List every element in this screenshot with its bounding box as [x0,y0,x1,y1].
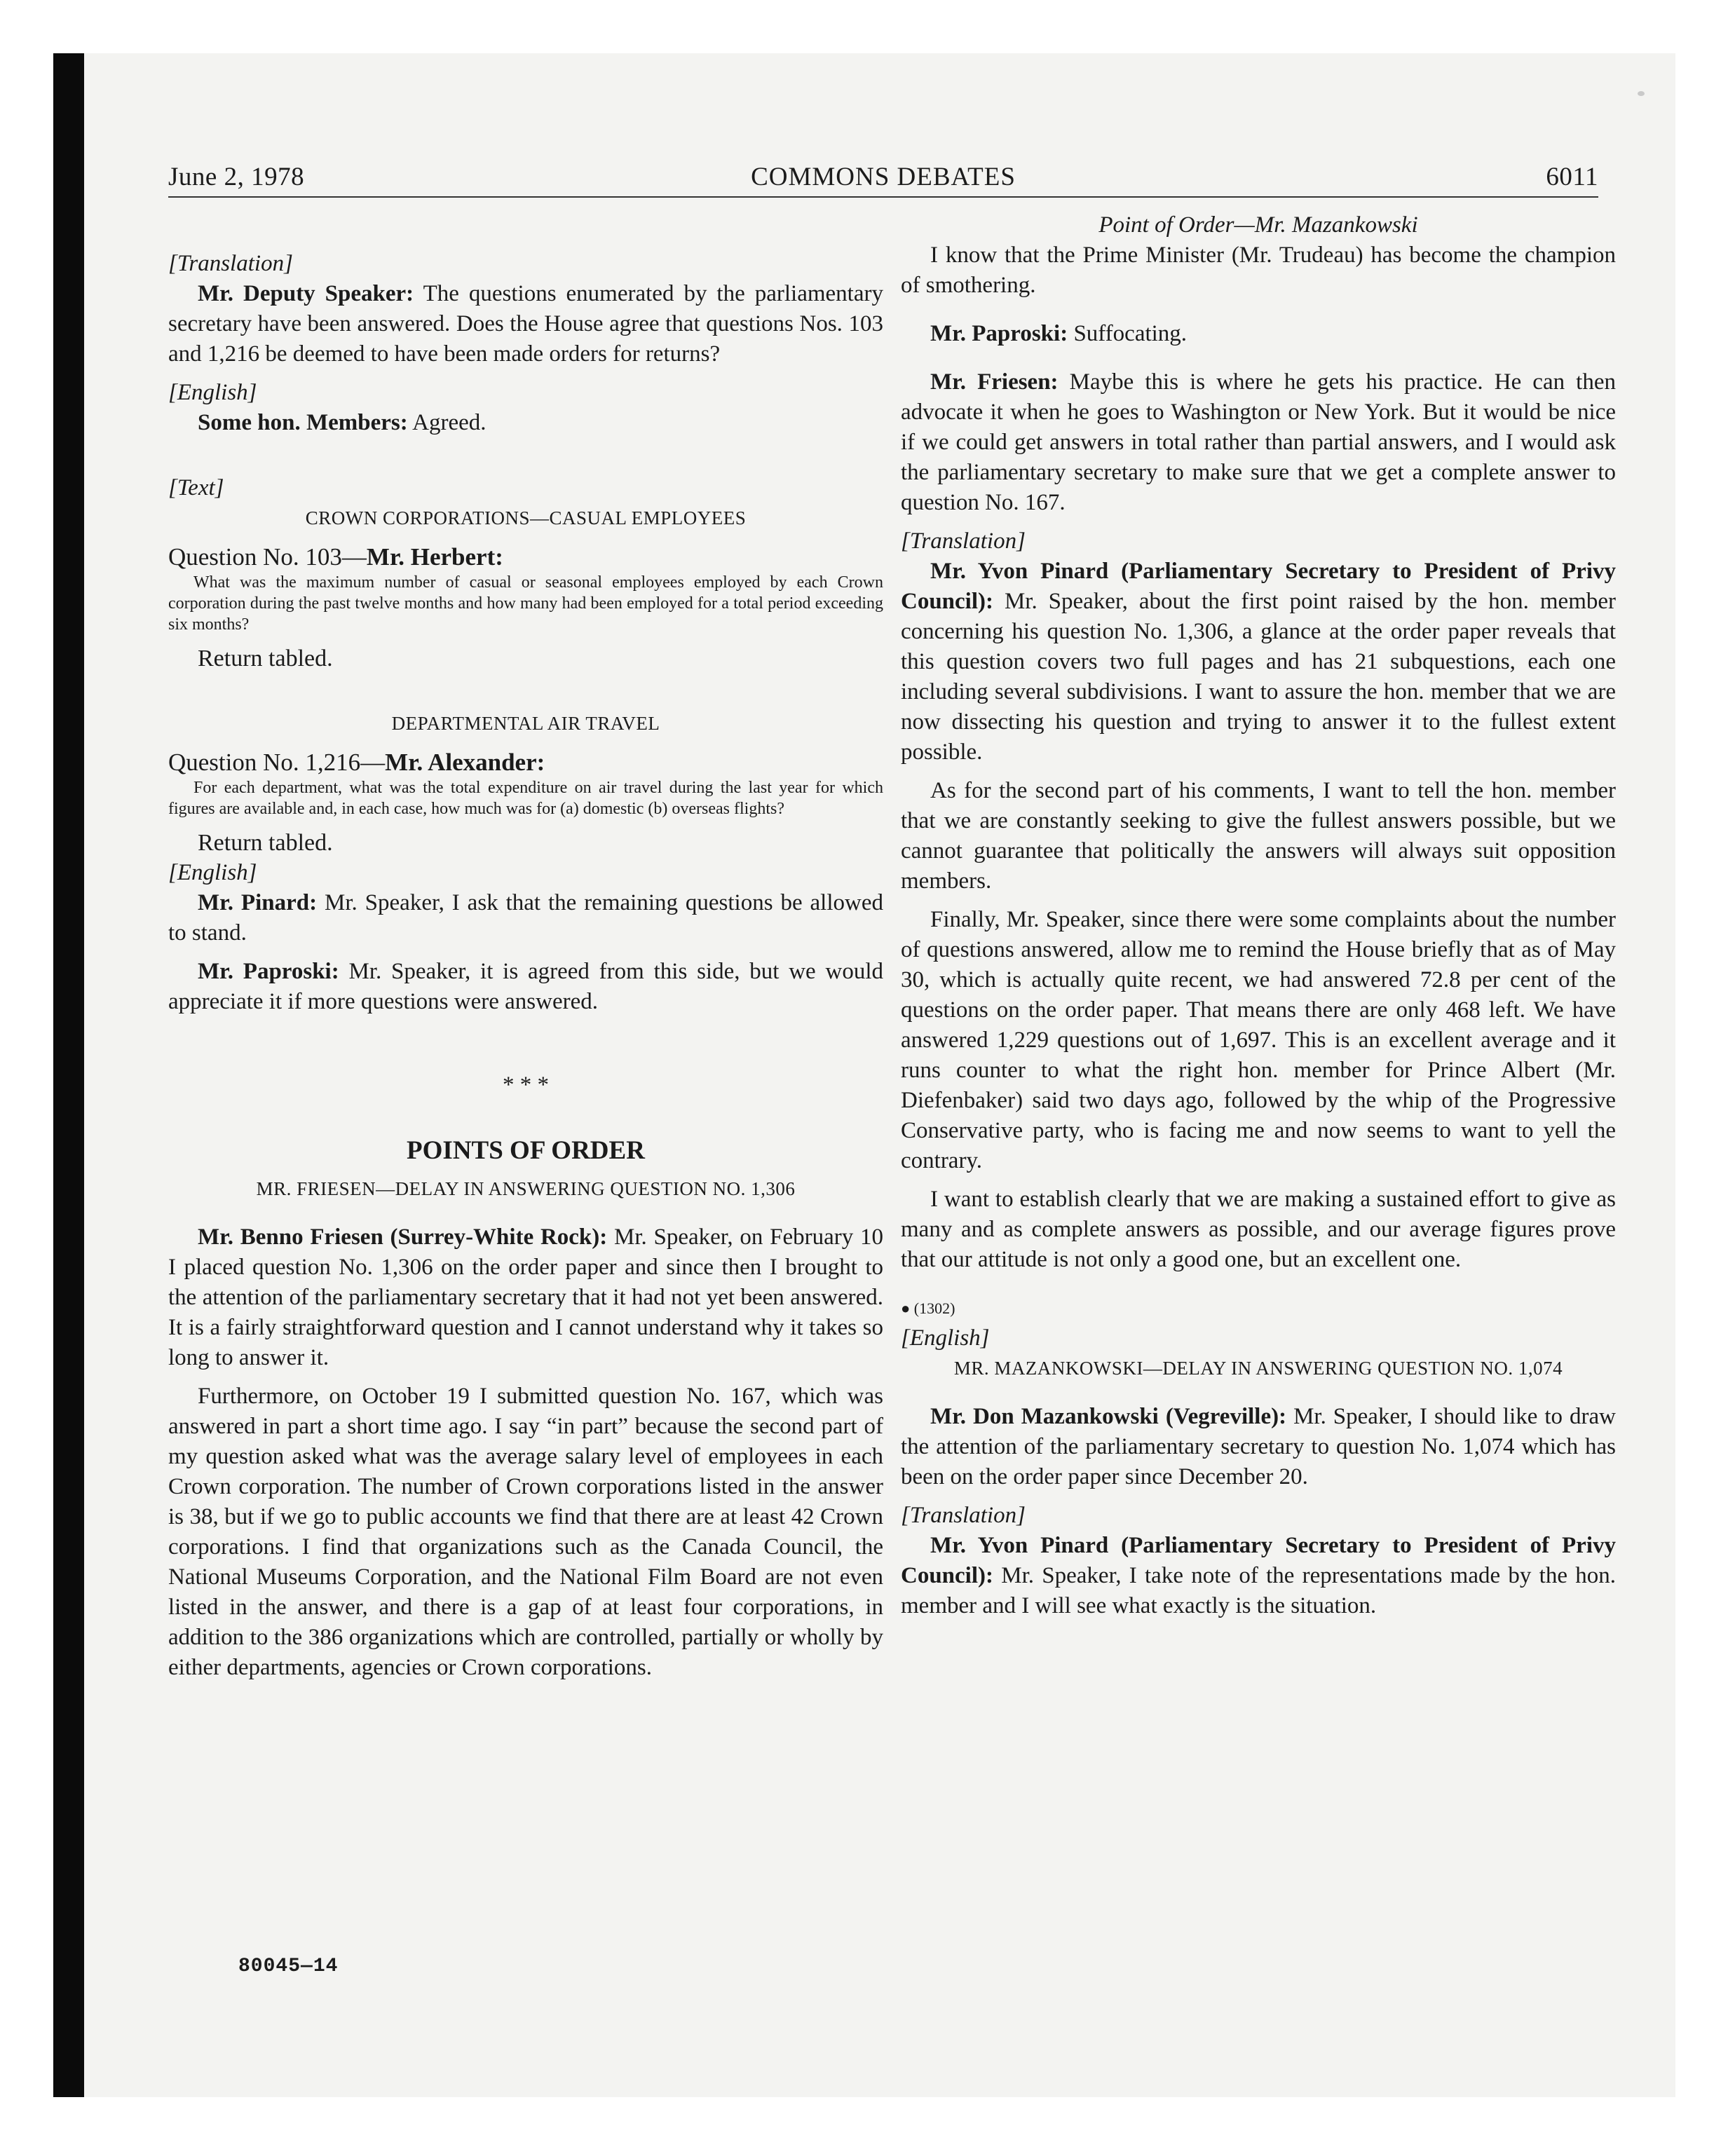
question-title: Question No. 1,216—Mr. Alexander: [168,749,545,776]
subheading: MR. FRIESEN—DELAY IN ANSWERING QUESTION NO. 1,306 [256,1178,796,1199]
scan-speck [1638,91,1645,96]
translation-tag: [Translation] [901,528,1026,554]
english-tag: [English] [901,1325,990,1351]
speaker-name: Mr. Yvon Pinard (Parliamentary Secretary to President of Privy Council): [901,1533,1616,1588]
text-tag: [Text] [168,475,224,500]
speech-paragraph: Finally, Mr. Speaker, since there were some complaints about the number of questions answered, allow me to remind the House briefly that as of May 30, which is actually quite recent, we had answered 72.8 per cent of the questions on the order paper. That means there are only 468 left. We have answered 1,229 questions out of 1,697. This is an excellent average and it runs counter to what the right hon. member for Prince Albert (Mr. Diefenbaker) said two days ago, followed by the whip of the Progressive Conservative party, who is facing me and now seems to want to yell the contrary. [901,907,1616,1173]
subheading: MR. MAZANKOWSKI—DELAY IN ANSWERING QUESTION NO. 1,074 [953,1358,1563,1379]
speech-text: Mr. Speaker, it is agreed from this side, but we would appreciate it if more questions were answered. [168,959,883,1014]
scan-border [53,53,84,2097]
header-page-number: 6011 [1546,163,1598,191]
speaker-name: Mr. Friesen: [930,369,1059,395]
speaker-name: Mr. Pinard: [198,890,318,915]
header-title: COMMONS DEBATES [751,163,1016,191]
speech-text: Mr. Speaker, on February 10 I placed question No. 1,306 on the order paper and since then I brought to the attention of the parliamentary secretary that it had not yet been answered. It is a fairly straightforward question and I cannot understand why it takes so long to answer it. [168,1224,883,1370]
english-tag: [English] [168,380,257,405]
section-break-stars: * * * [503,1072,549,1098]
speaker-name: Some hon. Members: [198,410,408,435]
speech-text: Mr. Speaker, I ask that the remaining questions be allowed to stand. [168,890,883,946]
speech-paragraph [168,888,883,948]
translation-tag: [Translation] [901,1503,1026,1528]
right-column [901,210,1616,1621]
speech-paragraph [168,408,883,438]
question-text: For each department, what was the total expenditure on air travel during the last year for which figures are available and, in each case, how much was for (a) domestic (b) overseas flights? [168,779,883,818]
speech-paragraph [168,1222,883,1373]
header-date: June 2, 1978 [168,163,305,191]
speech-text: Maybe this is where he gets his practice. He can then advocate it when he goes to Washington or New York. But it would be nice if we could get answers in total rather than partial answers, and I would ask the parliamentary secretary to make sure that we get a complete answer to question No. 167. [901,369,1617,515]
speech-paragraph [901,367,1616,518]
speaker-name: Mr. Don Mazankowski (Vegreville): [930,1404,1287,1429]
speech-text: Suffocating. [1068,321,1188,346]
time-marker: ● (1302) [901,1299,955,1317]
speaker-name: Mr. Yvon Pinard (Parliamentary Secretary to President of Privy Council): [901,559,1616,614]
speaker-name: Mr. Benno Friesen (Surrey-White Rock): [198,1224,608,1250]
section-heading: POINTS OF ORDER [407,1136,645,1165]
speech-text: Mr. Speaker, I take note of the representations made by the hon. member and I will see what exactly is the situation. [901,1563,1616,1618]
speech-paragraph: Furthermore, on October 19 I submitted question No. 167, which was answered in part a short time ago. I say “in part” because the second part of my question asked what was the average salary level of employees in each Crown corporation. The number of Crown corporations listed in the answer is 38, but if we go to public accounts we find that there are at least 42 Crown corporations. I find that organizations such as the Canada Council, the National Museums Corporation, and the National Film Board are not even listed in the answer, and there is a gap of at least four corporations, in addition to the 386 organizations which are controlled, partially or wholly by either departments, agencies or Crown corporations. [168,1384,883,1680]
return-tabled: Return tabled. [198,646,333,671]
speech-paragraph [168,957,883,1017]
speech-paragraph: I want to establish clearly that we are making a sustained effort to give as many and as complete answers as possible, and our average figures prove that our attitude is not only a good one, but an excellent one. [901,1187,1616,1272]
speech-paragraph [901,557,1616,767]
speech-paragraph [901,1402,1616,1492]
speech-text: Mr. Speaker, about the first point raised by the hon. member concerning his question No. 1,306, a glance at the order paper reveals that this question covers two full pages and has 21 subquestions, each one including several subdivisions. I want to assure the hon. member that we are now dissecting his question and trying to answer it to the fullest extent possible. [901,589,1616,765]
speaker-name: Mr. Deputy Speaker: [198,281,414,306]
running-header [168,158,1598,198]
running-head: Point of Order—Mr. Mazankowski [1098,212,1418,238]
speech-paragraph [901,1531,1616,1621]
subheading: DEPARTMENTAL AIR TRAVEL [391,713,660,734]
speech-paragraph: I know that the Prime Minister (Mr. Trudeau) has become the champion of smothering. [901,243,1616,298]
speaker-name: Mr. Paproski: [930,321,1068,346]
subheading: CROWN CORPORATIONS—CASUAL EMPLOYEES [305,507,747,528]
speech-text: Agreed. [407,410,487,435]
speech-text: Mr. Speaker, I should like to draw the attention of the parliamentary secretary to question No. 1,074 which has been on the order paper since December 20. [901,1404,1617,1489]
question-title: Question No. 103—Mr. Herbert: [168,543,503,571]
speech-paragraph [901,319,1616,349]
english-tag: [English] [168,860,257,885]
speech-paragraph [168,279,883,369]
speech-paragraph: As for the second part of his comments, I want to tell the hon. member that we are constantly seeking to give the fullest answers possible, but we cannot guarantee that politically the answers will always suit opposition members. [901,778,1616,894]
return-tabled: Return tabled. [198,830,333,856]
speaker-name: Mr. Paproski: [198,959,339,984]
translation-tag: [Translation] [168,251,293,276]
question-text: What was the maximum number of casual or seasonal employees employed by each Crown corporation during the past twelve months and how many had been employed for a total period exceeding six months? [168,573,883,634]
print-code: 80045—14 [238,1956,339,1977]
left-column [168,249,883,1683]
speech-text: The questions enumerated by the parliamentary secretary have been answered. Does the House agree that questions Nos. 103 and 1,216 be deemed to have been made orders for returns? [168,281,883,367]
